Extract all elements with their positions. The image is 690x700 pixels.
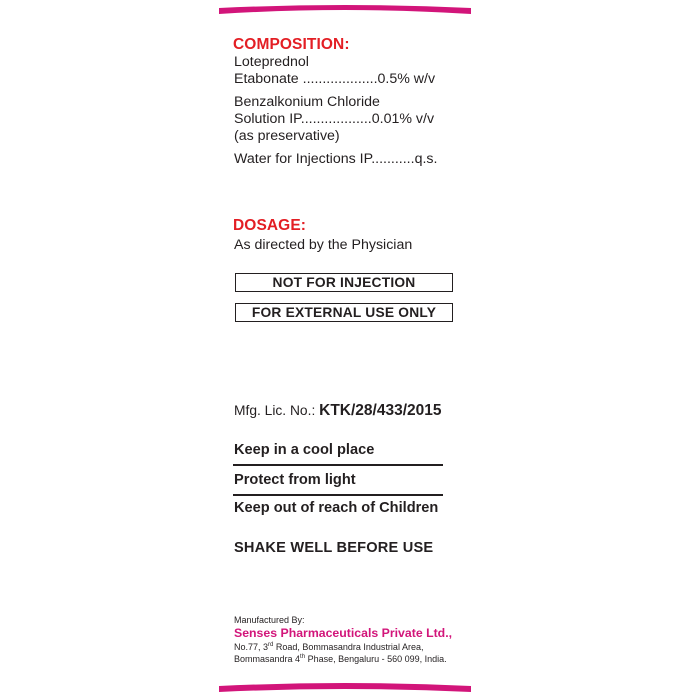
composition-line-6: Water for Injections IP...........q.s. <box>234 151 438 167</box>
composition-line-4: Solution IP..................0.01% v/v <box>234 111 435 127</box>
dosage-heading: DOSAGE: <box>233 217 307 234</box>
license-label: Mfg. Lic. No.: <box>234 403 316 418</box>
not-for-injection-box: NOT FOR INJECTION <box>235 273 453 292</box>
composition-line-5: (as preservative) <box>234 128 340 144</box>
license-line <box>234 403 441 419</box>
top-pink-band <box>219 4 471 22</box>
external-use-box: FOR EXTERNAL USE ONLY <box>235 303 453 322</box>
storage-children: Keep out of reach of Children <box>234 500 439 516</box>
bottom-pink-band <box>219 680 471 698</box>
license-number: KTK/28/433/2015 <box>319 402 442 419</box>
composition-line-2: Etabonate ...................0.5% w/v <box>234 71 436 87</box>
composition-heading: COMPOSITION: <box>233 36 350 53</box>
manufacturer-name: Senses Pharmaceuticals Private Ltd., <box>234 626 453 640</box>
composition-line-3: Benzalkonium Chloride <box>234 94 380 110</box>
divider-1 <box>233 464 443 466</box>
dosage-text: As directed by the Physician <box>234 237 413 253</box>
storage-light: Protect from light <box>234 472 356 488</box>
storage-cool: Keep in a cool place <box>234 442 375 458</box>
manufacturer-address-1: No.77, 3rd Road, Bommasandra Industrial Area, <box>234 642 424 652</box>
shake-well: SHAKE WELL BEFORE USE <box>234 540 434 556</box>
manufactured-by-label: Manufactured By: <box>234 615 305 625</box>
composition-line-1: Loteprednol <box>234 54 309 70</box>
divider-2 <box>233 494 443 496</box>
manufacturer-address-2: Bommasandra 4th Phase, Bengaluru - 560 099, India. <box>234 654 447 664</box>
